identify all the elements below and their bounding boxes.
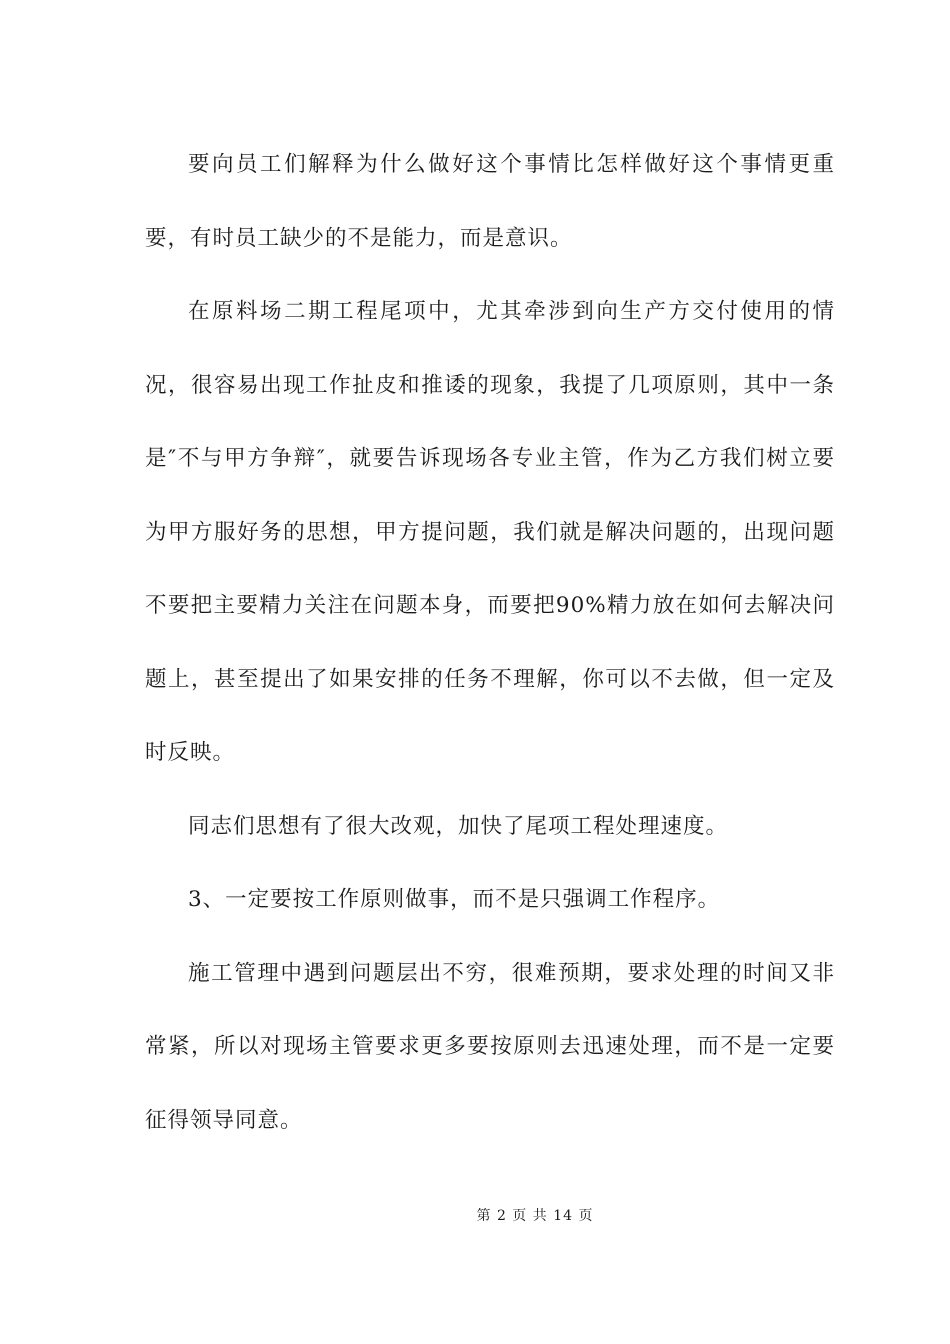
- document-body: [145, 128, 835, 1157]
- paragraph-raw-material-project: 在原料场二期工程尾项中，尤其牵涉到向生产方交付使用的情况，很容易出现工作扯皮和推诿的现象，我提了几项原则，其中一条是″不与甲方争辩″，就要告诉现场各专业主管，作为乙方我们树立要为甲方服好务的思想，甲方提问题，我们就是解决问题的，出现问题不要把主要精力关注在问题本身，而要把90%精力放在如何去解决问题上，甚至提出了如果安排的任务不理解，你可以不去做，但一定及时反映。: [145, 299, 835, 765]
- page-footer: [0, 1205, 950, 1225]
- paragraph-section-3-heading: 3、一定要按工作原则做事，而不是只强调工作程序。: [188, 887, 721, 912]
- paragraph-explain-to-staff: 要向员工们解释为什么做好这个事情比怎样做好这个事情更重要，有时员工缺少的不是能力，而是意识。: [145, 152, 835, 251]
- paragraph-attitude-change: 同志们思想有了很大改观，加快了尾项工程处理速度。: [188, 813, 729, 839]
- page-number: 第 2 页 共 14 页: [476, 1208, 594, 1224]
- paragraph-construction-management: 施工管理中遇到问题层出不穷，很难预期，要求处理的时间又非常紧，所以对现场主管要求更多要按原则去迅速处理，而不是一定要征得领导同意。: [145, 960, 835, 1133]
